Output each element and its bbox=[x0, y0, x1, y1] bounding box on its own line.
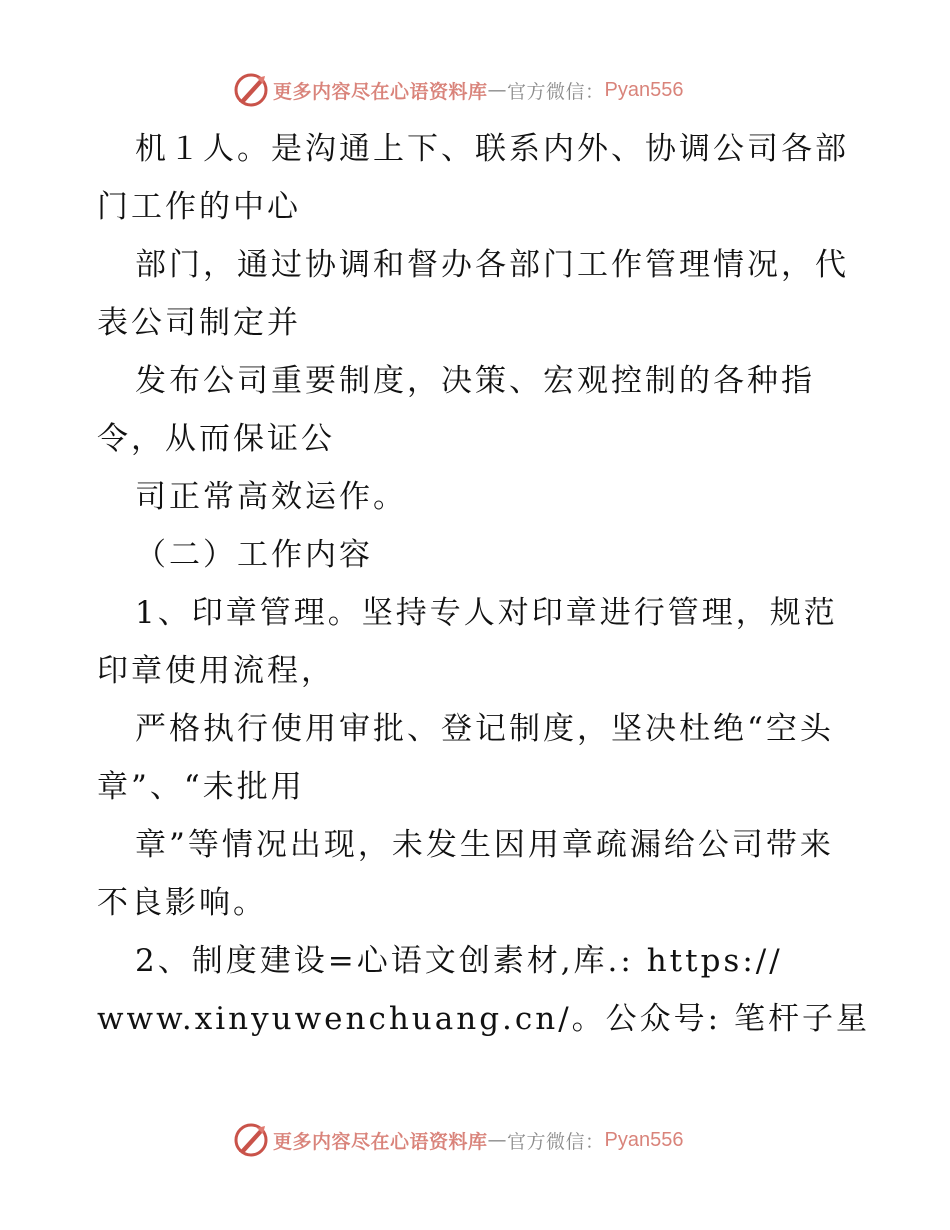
section-heading: （二）工作内容 bbox=[135, 537, 373, 573]
body-line-url: www.xinyuwenchuang.cn/。公众号: 笔杆子星 bbox=[97, 1001, 870, 1037]
footer-watermark bbox=[233, 1120, 684, 1160]
body-line: 门工作的中心 bbox=[97, 189, 301, 225]
body-line: 令，从而保证公 bbox=[97, 421, 335, 457]
body-line: 司正常高效运作。 bbox=[135, 479, 407, 515]
header-brand-text: 更多内容尽在心语资料库 bbox=[273, 80, 488, 103]
header-watermark bbox=[233, 70, 684, 110]
body-line: 机１人。是沟通上下、联系内外、协调公司各部 bbox=[135, 131, 849, 167]
header-dash: — bbox=[487, 79, 508, 101]
footer-wechat-label: 官方微信： bbox=[507, 1130, 605, 1153]
body-line: 章”等情况出现，未发生因用章疏漏给公司带来 bbox=[135, 827, 834, 863]
footer-dash: — bbox=[487, 1129, 508, 1151]
quill-logo-icon bbox=[233, 72, 269, 108]
body-line: 严格执行使用审批、登记制度，坚决杜绝“空头 bbox=[135, 711, 834, 747]
body-line: 章”、“未批用 bbox=[97, 769, 305, 805]
header-wechat-id: Pyan556 bbox=[604, 78, 684, 101]
footer-brand-text: 更多内容尽在心语资料库 bbox=[273, 1130, 488, 1153]
body-line: 发布公司重要制度，决策、宏观控制的各种指 bbox=[135, 363, 815, 399]
body-line: 不良影响。 bbox=[97, 885, 267, 921]
body-line: 2、制度建设=心语文创素材,库.: https:// bbox=[135, 943, 783, 979]
quill-logo-icon bbox=[233, 1122, 269, 1158]
body-line: 表公司制定并 bbox=[97, 305, 301, 341]
body-line: 1、印章管理。坚持专人对印章进行管理，规范 bbox=[135, 595, 838, 631]
footer-wechat-id: Pyan556 bbox=[604, 1128, 684, 1151]
document-body bbox=[97, 120, 870, 1048]
body-line: 部门，通过协调和督办各部门工作管理情况，代 bbox=[135, 247, 849, 283]
header-wechat-label: 官方微信： bbox=[507, 80, 605, 103]
body-line: 印章使用流程， bbox=[97, 653, 335, 689]
